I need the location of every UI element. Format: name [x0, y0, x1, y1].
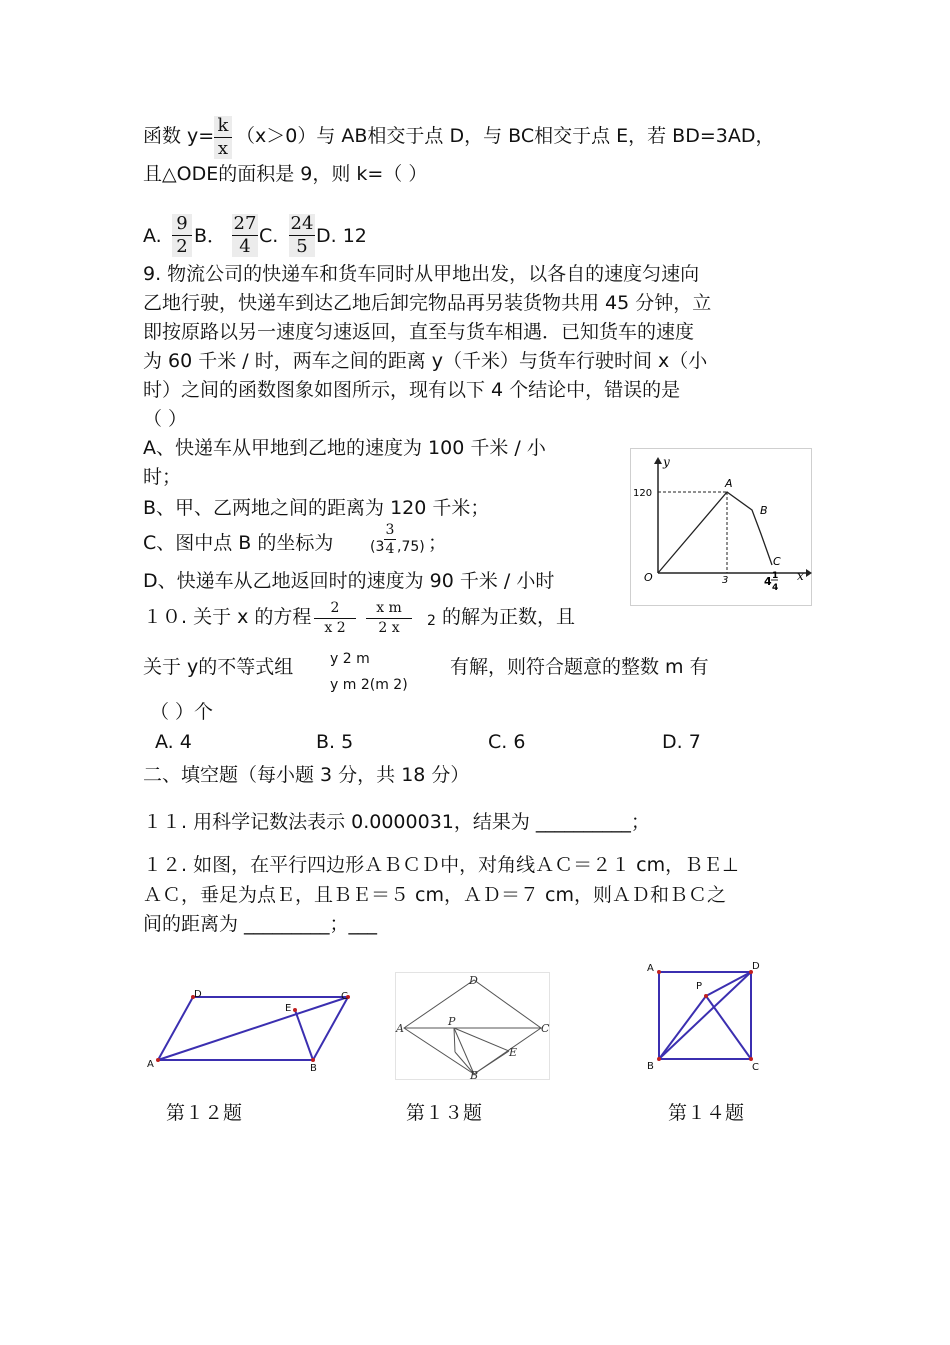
q10-line1-post: 的解为正数，且 [442, 606, 576, 628]
label-d: D [752, 961, 760, 972]
q12-line2: ＡＣ，垂足为点Ｅ，且ＢＥ＝５ cm，ＡＤ＝７ cm，则ＡＤ和ＢＣ之 [143, 884, 726, 906]
caption-figure-12: 第１２题 [166, 1102, 243, 1124]
q8-c-den: 5 [296, 236, 308, 257]
graph-tick-end-den: 4 [772, 583, 779, 593]
q9-option-a-line2: 时； [143, 466, 182, 488]
q8-option-d: D. 12 [316, 225, 367, 247]
q9-line3: 即按原路以另一速度匀速返回，直至与货车相遇．已知货车的速度 [143, 321, 695, 343]
q9-option-d: D、快递车从乙地返回时的速度为 90 千米 / 小时 [143, 570, 555, 592]
q9-option-c-coord-post: ,75) [397, 539, 425, 555]
q8-a-num: 9 [176, 213, 188, 234]
caption-figure-14: 第１４题 [668, 1102, 745, 1124]
q8-option-a-fraction [172, 214, 192, 257]
label-e: E [285, 1003, 292, 1014]
q10-f2-den: 2 x [378, 620, 400, 636]
graph-point-b: B [760, 504, 768, 517]
q9-line1: 9. 物流公司的快递车和货车同时从甲地出发，以各自的速度匀速向 [143, 263, 700, 285]
q10-option-b: B. 5 [316, 731, 354, 753]
q9-line5: 时）之间的函数图象如图所示，现有以下 4 个结论中，错误的是 [143, 379, 681, 401]
label-a: A [147, 1059, 154, 1070]
q10-line2-pre: 关于 y的不等式组 [143, 656, 294, 678]
q10-system-row2: y m 2(m 2) [330, 677, 408, 693]
q10-f1-num: 2 [330, 600, 340, 616]
label-d: D [194, 989, 202, 1000]
graph-tick-120: 120 [633, 488, 653, 499]
label-b: B [310, 1063, 317, 1074]
q8-b-den: 4 [239, 236, 251, 257]
label-c: C [541, 1022, 550, 1035]
q12-line3: 间的距离为 _________；___ [143, 913, 378, 935]
q8-b-num: 27 [233, 213, 257, 234]
q8-option-b-label: B． [194, 225, 227, 247]
q8-option-c-fraction [289, 214, 315, 257]
q10-f1-den: x 2 [324, 620, 346, 636]
q8-line2: 且△ODE的面积是 9，则 k=（ ） [143, 163, 428, 185]
graph-point-a: A [725, 477, 733, 490]
q8-option-b-fraction [232, 214, 258, 257]
graph-origin-label: O [644, 571, 653, 584]
q9-option-c-pre: C、图中点 B 的坐标为 [143, 532, 334, 554]
section-2-heading: 二、填空题（每小题 3 分，共 18 分） [143, 764, 470, 786]
segment-be [295, 1010, 313, 1060]
figure-13-frame [396, 973, 550, 1080]
diagonal-bd [659, 972, 751, 1059]
label-b: B [470, 1069, 479, 1080]
vertex-b [657, 1057, 661, 1061]
label-p: P [448, 1015, 456, 1028]
q9-option-a-line1: A、快递车从甲地到乙地的速度为 100 千米 / 小 [143, 437, 546, 459]
q10-line2-post: 有解，则符合题意的整数 m 有 [450, 656, 709, 678]
point-e [293, 1008, 297, 1012]
q11: １１. 用科学记数法表示 0.0000031，结果为 __________； [143, 811, 650, 833]
q12-line1: １２. 如图，在平行四边形ＡＢＣＤ中，对角线ＡＣ＝２１ cm，ＢＥ⊥ [143, 854, 739, 876]
q9-c-num: 3 [385, 522, 395, 538]
label-d: D [469, 974, 478, 987]
graph-x-label: x [797, 569, 804, 583]
q10-line1-pre: １０. 关于 x 的方程 [143, 606, 312, 628]
q10-option-d: D. 7 [662, 731, 701, 753]
q10-fraction-1 [314, 600, 356, 637]
diagonal-ac [158, 997, 348, 1060]
q8-k: k [217, 115, 229, 136]
q8-a-den: 2 [176, 236, 188, 257]
label-b: B [647, 1061, 654, 1072]
q9-line6: （ ） [143, 408, 188, 430]
q10-f2-num: x m [376, 600, 402, 616]
graph-point-c: C [773, 555, 781, 568]
q8-line1-post: （x＞0）与 AB相交于点 D，与 BC相交于点 E，若 BD=3AD， [236, 125, 775, 147]
vertex-a [156, 1058, 160, 1062]
q9-option-c-post: ； [428, 532, 448, 554]
graph-y-label: y [663, 455, 670, 469]
q8-fraction-k-over-x [214, 116, 232, 159]
q10-fraction-2 [366, 600, 412, 637]
label-c: C [341, 991, 348, 1002]
graph-tick-end-int: 4 [764, 575, 772, 588]
q9-option-c-coord-pre: (3 [370, 539, 385, 555]
figure-12-parallelogram [143, 985, 358, 1077]
vertex-c [749, 1057, 753, 1061]
q9-line2: 乙地行驶，快递车到达乙地后卸完物品再另装货物共用 45 分钟，立 [143, 292, 712, 314]
q10-system-row1: y 2 m [330, 651, 370, 667]
q8-c-num: 24 [290, 213, 314, 234]
vertex-b [311, 1058, 315, 1062]
q8-option-a-label: A. [143, 225, 162, 247]
caption-figure-13: 第１３题 [406, 1102, 483, 1124]
q8-line1-pre: 函数 y= [143, 125, 215, 147]
q8-option-c-label: C. [259, 225, 279, 247]
q9-line4: 为 60 千米 / 时，两车之间的距离 y（千米）与货车行驶时间 x（小 [143, 350, 708, 372]
q8-x: x [217, 138, 229, 159]
label-p: P [696, 981, 703, 992]
q9-option-b: B、甲、乙两地之间的距离为 120 千米； [143, 497, 490, 519]
q9-c-den: 4 [385, 541, 395, 557]
point-p [704, 994, 708, 998]
q10-option-c: C. 6 [488, 731, 526, 753]
figure-14-square [643, 957, 768, 1075]
q9-function-graph [630, 448, 812, 606]
label-e: E [509, 1046, 518, 1059]
graph-tick-end-num: 1 [772, 571, 779, 581]
q9-option-c-fraction [384, 522, 396, 557]
figure-13-rhombus [395, 972, 550, 1080]
segment-bp [659, 996, 706, 1059]
vertex-a [657, 970, 661, 974]
graph-tick-3: 3 [722, 575, 729, 586]
label-a: A [647, 963, 654, 974]
label-a: A [396, 1022, 404, 1035]
q10-constant: 2 [427, 613, 436, 629]
q10-line3: （ ）个 [150, 701, 214, 723]
segment-pc [706, 996, 751, 1059]
q10-option-a: A. 4 [155, 731, 192, 753]
label-c: C [752, 1062, 759, 1073]
